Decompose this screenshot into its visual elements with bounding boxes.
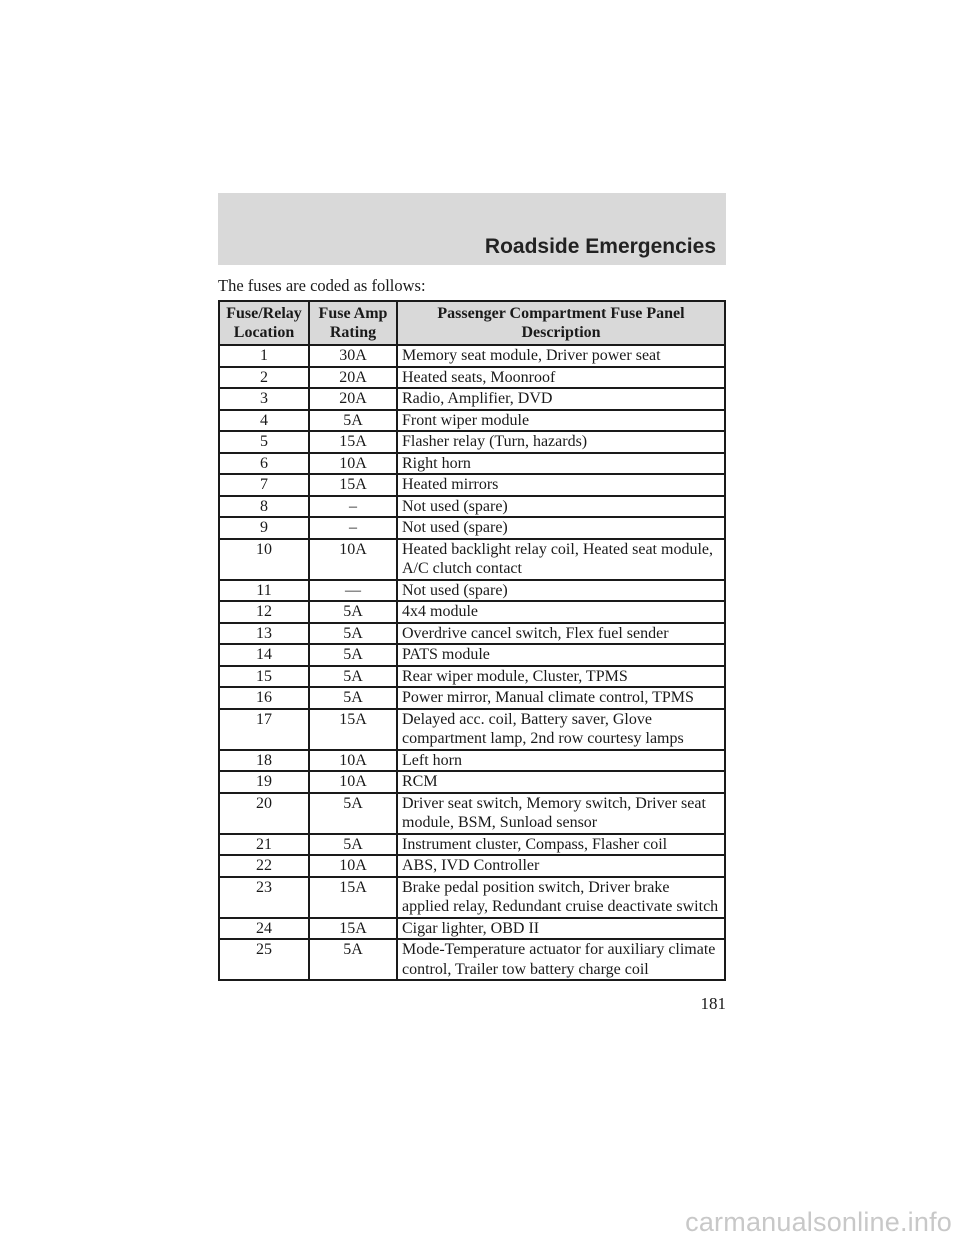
fuse-description-cell: ABS, IVD Controller	[397, 855, 725, 877]
fuse-rating-cell: 30A	[309, 345, 397, 367]
fuse-rating-cell: 15A	[309, 431, 397, 453]
fuse-description-cell: Heated backlight relay coil, Heated seat module, A/C clutch contact	[397, 539, 725, 580]
fuse-description-cell: Heated mirrors	[397, 474, 725, 496]
fuse-rating-cell: 15A	[309, 709, 397, 750]
fuse-rating-cell: 5A	[309, 834, 397, 856]
table-row	[219, 474, 725, 496]
table-row	[219, 939, 725, 980]
header-location: Fuse/Relay Location	[219, 301, 309, 345]
fuse-location-cell: 14	[219, 644, 309, 666]
table-row	[219, 644, 725, 666]
table-row	[219, 345, 725, 367]
fuse-description-cell: Not used (spare)	[397, 517, 725, 539]
fuse-location-cell: 25	[219, 939, 309, 980]
table-row	[219, 709, 725, 750]
table-row	[219, 793, 725, 834]
fuse-location-cell: 10	[219, 539, 309, 580]
fuse-location-cell: 16	[219, 687, 309, 709]
table-row	[219, 580, 725, 602]
fuse-rating-cell: 10A	[309, 750, 397, 772]
fuse-location-cell: 12	[219, 601, 309, 623]
fuse-rating-cell: 5A	[309, 644, 397, 666]
fuse-description-cell: Mode-Temperature actuator for auxiliary climate control, Trailer tow battery charge coil	[397, 939, 725, 980]
header-description: Passenger Compartment Fuse Panel Description	[397, 301, 725, 345]
fuse-table-body	[219, 345, 725, 980]
fuse-rating-cell: 5A	[309, 623, 397, 645]
fuse-rating-cell: 5A	[309, 410, 397, 432]
fuse-location-cell: 7	[219, 474, 309, 496]
fuse-rating-cell: 5A	[309, 687, 397, 709]
fuse-rating-cell: –	[309, 496, 397, 518]
page-number: 181	[700, 994, 726, 1013]
fuse-rating-cell: 20A	[309, 388, 397, 410]
header-rating: Fuse Amp Rating	[309, 301, 397, 345]
fuse-location-cell: 17	[219, 709, 309, 750]
table-row	[219, 496, 725, 518]
table-header-row	[219, 301, 725, 345]
fuse-location-cell: 21	[219, 834, 309, 856]
fuse-rating-cell: —	[309, 580, 397, 602]
section-header-tab	[218, 193, 726, 265]
fuse-rating-cell: 5A	[309, 666, 397, 688]
fuse-description-cell: 4x4 module	[397, 601, 725, 623]
fuse-location-cell: 24	[219, 918, 309, 940]
fuse-description-cell: Delayed acc. coil, Battery saver, Glove compartment lamp, 2nd row courtesy lamps	[397, 709, 725, 750]
fuse-location-cell: 20	[219, 793, 309, 834]
watermark: carmanualsonline.info	[685, 1207, 952, 1237]
table-row	[219, 453, 725, 475]
fuse-rating-cell: 15A	[309, 877, 397, 918]
fuse-description-cell: Not used (spare)	[397, 580, 725, 602]
table-row	[219, 666, 725, 688]
fuse-location-cell: 2	[219, 367, 309, 389]
table-row	[219, 855, 725, 877]
fuse-description-cell: Overdrive cancel switch, Flex fuel sender	[397, 623, 725, 645]
fuse-description-cell: Right horn	[397, 453, 725, 475]
fuse-location-cell: 15	[219, 666, 309, 688]
fuse-location-cell: 3	[219, 388, 309, 410]
fuse-location-cell: 5	[219, 431, 309, 453]
fuse-location-cell: 22	[219, 855, 309, 877]
fuse-table	[218, 300, 726, 981]
fuse-description-cell: Heated seats, Moonroof	[397, 367, 725, 389]
fuse-rating-cell: 10A	[309, 453, 397, 475]
fuse-location-cell: 4	[219, 410, 309, 432]
fuse-rating-cell: 5A	[309, 939, 397, 980]
table-row	[219, 877, 725, 918]
intro-text: The fuses are coded as follows:	[218, 276, 426, 295]
table-row	[219, 601, 725, 623]
table-row	[219, 771, 725, 793]
fuse-description-cell: Front wiper module	[397, 410, 725, 432]
fuse-rating-cell: 15A	[309, 918, 397, 940]
table-row	[219, 750, 725, 772]
fuse-rating-cell: 10A	[309, 539, 397, 580]
table-row	[219, 539, 725, 580]
fuse-location-cell: 9	[219, 517, 309, 539]
fuse-location-cell: 23	[219, 877, 309, 918]
fuse-rating-cell: 10A	[309, 771, 397, 793]
fuse-location-cell: 11	[219, 580, 309, 602]
fuse-description-cell: Brake pedal position switch, Driver brake applied relay, Redundant cruise deactivate switch	[397, 877, 725, 918]
section-title: Roadside Emergencies	[484, 235, 716, 258]
fuse-rating-cell: 5A	[309, 793, 397, 834]
fuse-rating-cell: 15A	[309, 474, 397, 496]
table-row	[219, 431, 725, 453]
fuse-rating-cell: –	[309, 517, 397, 539]
fuse-description-cell: Memory seat module, Driver power seat	[397, 345, 725, 367]
table-row	[219, 687, 725, 709]
fuse-location-cell: 1	[219, 345, 309, 367]
table-row	[219, 367, 725, 389]
fuse-description-cell: Left horn	[397, 750, 725, 772]
table-row	[219, 623, 725, 645]
fuse-description-cell: Cigar lighter, OBD II	[397, 918, 725, 940]
fuse-description-cell: Radio, Amplifier, DVD	[397, 388, 725, 410]
table-row	[219, 918, 725, 940]
table-row	[219, 388, 725, 410]
fuse-rating-cell: 5A	[309, 601, 397, 623]
fuse-description-cell: Instrument cluster, Compass, Flasher coil	[397, 834, 725, 856]
table-row	[219, 517, 725, 539]
table-row	[219, 410, 725, 432]
fuse-description-cell: Rear wiper module, Cluster, TPMS	[397, 666, 725, 688]
fuse-location-cell: 13	[219, 623, 309, 645]
fuse-location-cell: 18	[219, 750, 309, 772]
fuse-location-cell: 6	[219, 453, 309, 475]
fuse-description-cell: PATS module	[397, 644, 725, 666]
fuse-description-cell: Not used (spare)	[397, 496, 725, 518]
fuse-description-cell: Flasher relay (Turn, hazards)	[397, 431, 725, 453]
fuse-location-cell: 19	[219, 771, 309, 793]
fuse-description-cell: Driver seat switch, Memory switch, Driver seat module, BSM, Sunload sensor	[397, 793, 725, 834]
fuse-rating-cell: 10A	[309, 855, 397, 877]
table-row	[219, 834, 725, 856]
fuse-description-cell: RCM	[397, 771, 725, 793]
fuse-rating-cell: 20A	[309, 367, 397, 389]
fuse-description-cell: Power mirror, Manual climate control, TPMS	[397, 687, 725, 709]
fuse-location-cell: 8	[219, 496, 309, 518]
